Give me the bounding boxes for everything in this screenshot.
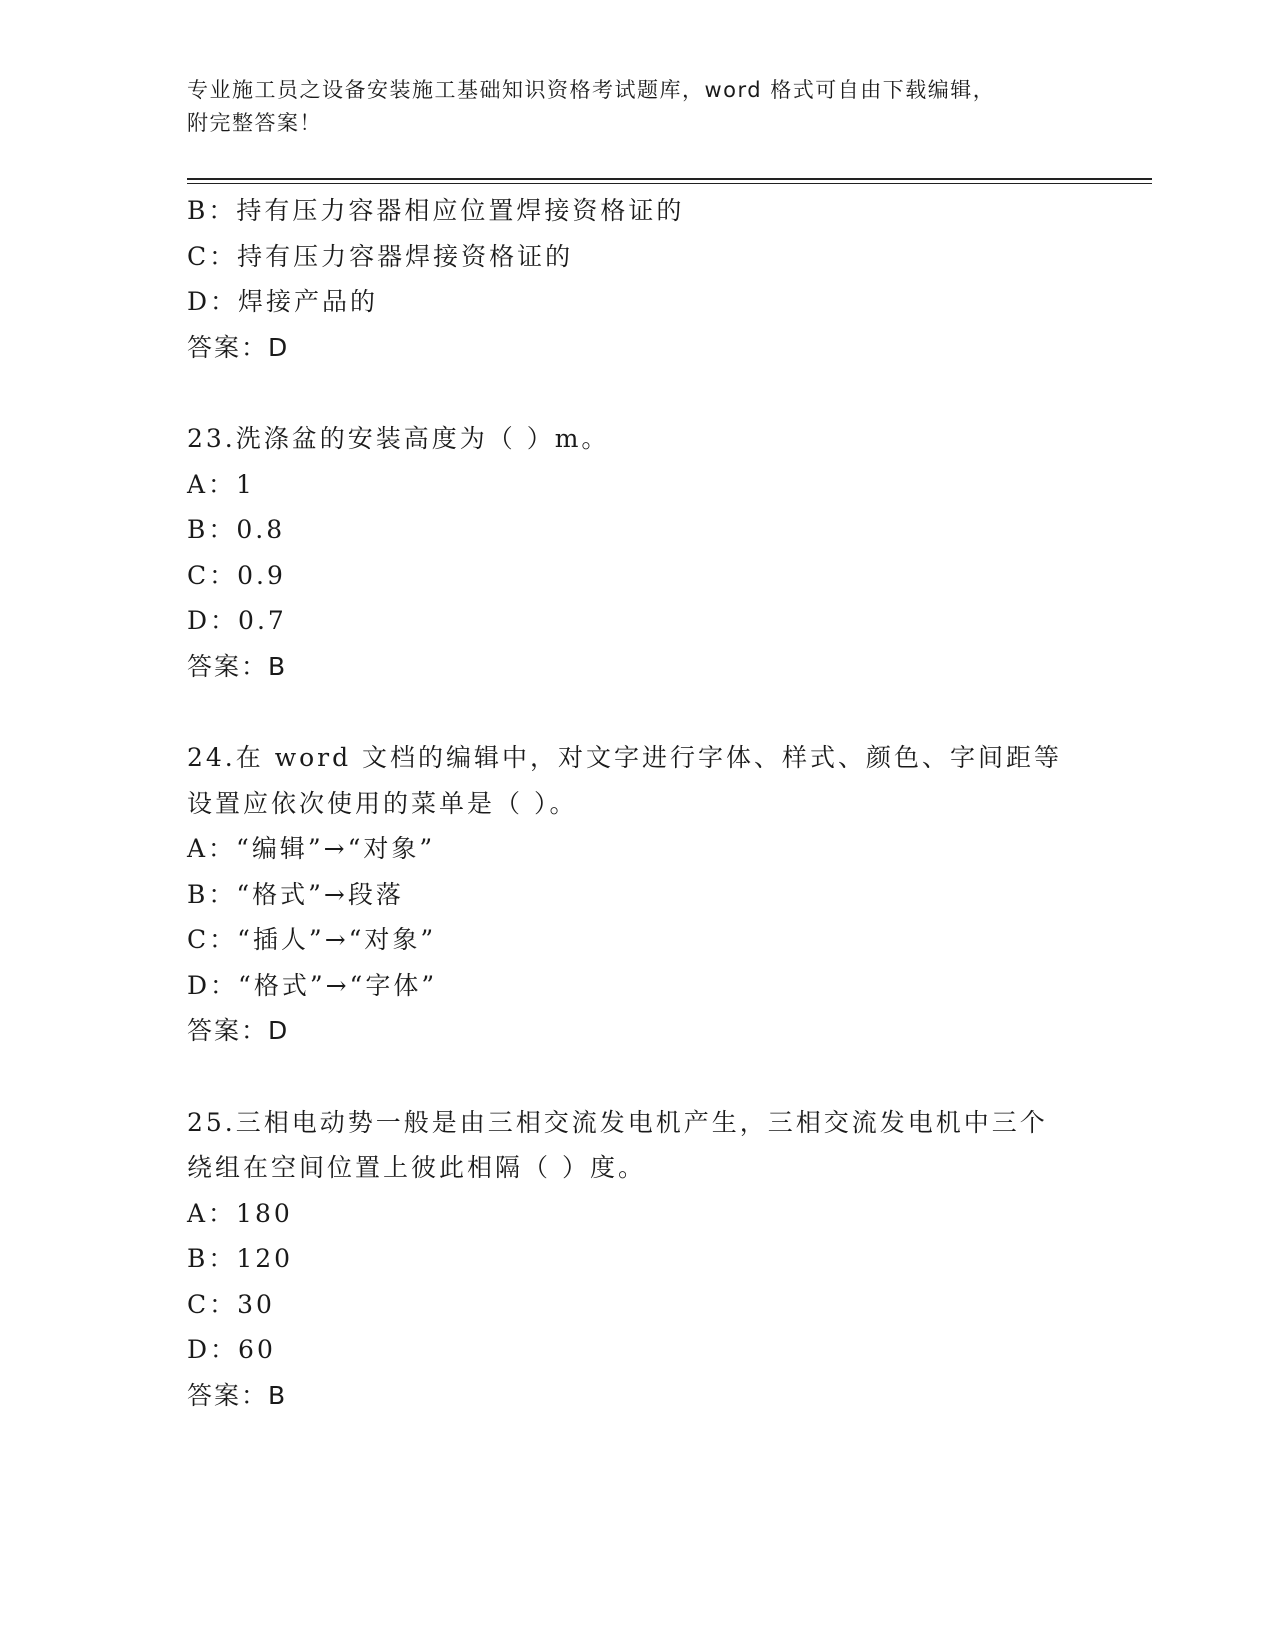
option-b: B：0.8 — [187, 515, 286, 544]
option-d: D：焊接产品的 — [187, 287, 379, 316]
option-c: C：持有压力容器焊接资格证的 — [187, 241, 574, 271]
header-line-2: 附完整答案！ — [187, 111, 322, 135]
question-list — [187, 188, 1087, 1418]
question-text: 23.洗涤盆的安装高度为（ ）m。 — [187, 424, 610, 453]
question-text-line-2: 绕组在空间位置上彼此相隔（ ）度。 — [187, 1153, 646, 1182]
question-text-line-1: 24.在 word 文档的编辑中，对文字进行字体、样式、颜色、字间距等 — [187, 743, 1063, 772]
answer-line: 答案：D — [187, 1016, 290, 1045]
option-a: A：1 — [187, 469, 255, 499]
spacer — [187, 370, 1087, 416]
option-b: B：持有压力容器相应位置焊接资格证的 — [187, 196, 685, 225]
option-d: D：“格式”→“字体” — [187, 970, 438, 1000]
answer-line: 答案：B — [187, 651, 288, 681]
option-b: B：120 — [187, 1244, 294, 1273]
spacer — [187, 689, 1087, 735]
header-rule-thick — [187, 178, 1152, 180]
question-block-24 — [187, 735, 1087, 1054]
option-d: D：60 — [187, 1335, 276, 1364]
header-rule-thin — [187, 183, 1152, 184]
option-c: C：30 — [187, 1289, 275, 1319]
question-text-line-2: 设置应依次使用的菜单是（ ）。 — [187, 788, 578, 818]
answer-line: 答案：B — [187, 1380, 288, 1410]
question-block-25 — [187, 1100, 1087, 1419]
option-a: A：180 — [187, 1198, 293, 1228]
option-b: B：“格式”→段落 — [187, 879, 404, 909]
question-block-23 — [187, 416, 1087, 689]
document-header — [187, 74, 1067, 140]
option-c: C：“插人”→“对象” — [187, 925, 437, 954]
spacer — [187, 1054, 1087, 1100]
question-text-line-1: 25.三相电动势一般是由三相交流发电机产生，三相交流发电机中三个 — [187, 1107, 1048, 1137]
question-block-22 — [187, 188, 1087, 370]
option-a: A：“编辑”→“对象” — [187, 834, 436, 863]
answer-line: 答案：D — [187, 332, 290, 362]
header-line-1: 专业施工员之设备安装施工基础知识资格考试题库，word 格式可自由下载编辑， — [187, 78, 996, 102]
option-d: D：0.7 — [187, 606, 287, 635]
option-c: C：0.9 — [187, 560, 286, 590]
